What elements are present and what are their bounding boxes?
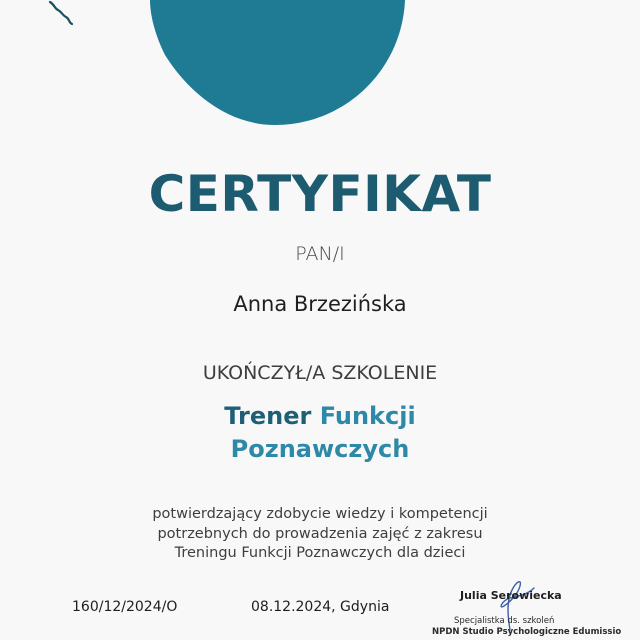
course-title bbox=[0, 400, 640, 466]
description bbox=[0, 505, 640, 564]
signer-role: Specjalistka ds. szkoleń bbox=[454, 616, 555, 626]
description-line: Treningu Funkcji Poznawczych dla dzieci bbox=[174, 545, 466, 561]
issue-date-place: 08.12.2024, Gdynia bbox=[251, 599, 390, 615]
signer-organization: NPDN Studio Psychologiczne Edumissio bbox=[432, 627, 622, 637]
completed-label: UKOŃCZYŁ/A SZKOLENIE bbox=[202, 362, 438, 384]
description-line: potwierdzający zdobycie wiedzy i kompetencji bbox=[152, 506, 488, 522]
decorative-blob bbox=[0, 0, 640, 140]
salutation: PAN/I bbox=[295, 243, 345, 265]
course-word-funkcji: Funkcji bbox=[319, 402, 416, 430]
recipient-name: Anna Brzezińska bbox=[233, 292, 407, 316]
description-line: potrzebnych do prowadzenia zajęć z zakresu bbox=[157, 525, 483, 542]
course-word-poznawczych: Poznawczych bbox=[230, 435, 410, 463]
signer-name: Julia Serowiecka bbox=[460, 589, 562, 602]
course-word-trener: Trener bbox=[224, 402, 312, 430]
certificate-number: 160/12/2024/O bbox=[72, 599, 178, 615]
certificate-title: CERTYFIKAT bbox=[148, 165, 492, 223]
wave-squiggle-icon bbox=[0, 0, 90, 40]
